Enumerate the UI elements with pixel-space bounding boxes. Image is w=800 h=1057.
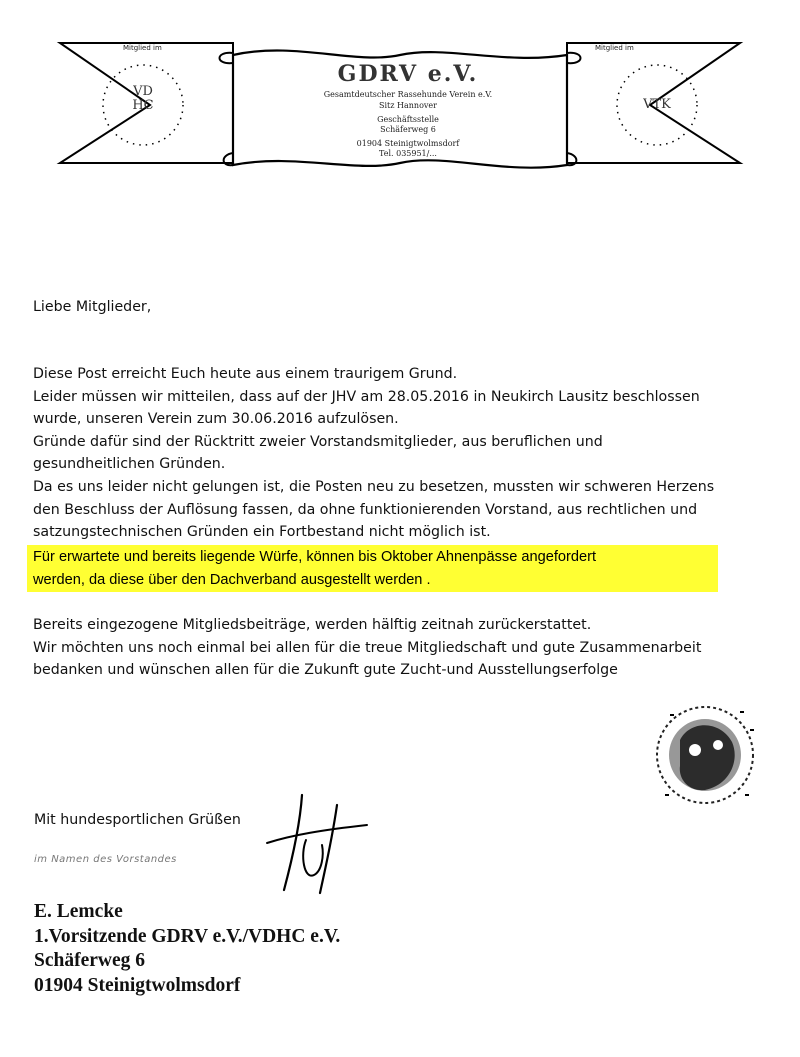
body-line: wurde, unseren Verein zum 30.06.2016 aufzulösen. bbox=[33, 411, 399, 428]
signer-role: 1.Vorsitzende GDRV e.V./VDHC e.V. bbox=[34, 925, 341, 947]
right-member-label: Mitglied im bbox=[595, 44, 634, 52]
left-seal: VD HC bbox=[132, 84, 154, 113]
body-line: Wir möchten uns noch einmal bei allen für die treue Mitgliedschaft und gute Zusammenarbeit bbox=[33, 639, 702, 656]
closing-phrase: Mit hundesportlichen Grüßen bbox=[34, 812, 241, 828]
org-line-2: Sitz Hannover bbox=[379, 101, 437, 110]
letterhead bbox=[55, 35, 745, 185]
body-line: Diese Post erreicht Euch heute aus einem traurigem Grund. bbox=[33, 366, 458, 382]
org-line-3: Geschäftsstelle bbox=[377, 115, 439, 124]
greeting: Liebe Mitglieder, bbox=[33, 299, 152, 315]
org-line-4: Schäferweg 6 bbox=[380, 125, 436, 134]
body-line: Gründe dafür sind der Rücktritt zweier Vorstandsmitglieder, aus beruflichen und bbox=[33, 433, 603, 450]
body-line: Bereits eingezogene Mitgliedsbeiträge, werden hälftig zeitnah zurückerstattet. bbox=[33, 617, 592, 633]
body-paragraph bbox=[33, 363, 714, 544]
body-line: Da es uns leider nicht gelungen ist, die Posten neu zu besetzen, mussten wir schweren Herzens bbox=[33, 478, 715, 495]
handwritten-signature bbox=[262, 785, 372, 900]
stamp-seal bbox=[650, 700, 770, 810]
signature-block bbox=[34, 900, 340, 998]
org-line-1: Gesamtdeutscher Rassehunde Verein e.V. bbox=[323, 90, 493, 99]
left-member-label: Mitglied im bbox=[123, 44, 162, 52]
body-line: Leider müssen wir mitteilen, dass auf der JHV am 28.05.2016 in Neukirch Lausitz beschlossen bbox=[33, 388, 700, 405]
highlight-line: werden, da diese über den Dachverband ausgestellt werden . bbox=[33, 571, 431, 588]
signer-city: 01904 Steinigtwolmsdorf bbox=[34, 974, 241, 996]
body-paragraph-2 bbox=[33, 614, 701, 682]
right-seal: VTK bbox=[643, 97, 671, 112]
body-line: satzungstechnischen Gründen ein Fortbestand nicht möglich ist. bbox=[33, 524, 491, 541]
body-line: bedanken und wünschen allen für die Zukunft gute Zucht-und Ausstellungserfolge bbox=[33, 662, 618, 679]
highlight-line: Für erwartete und bereits liegende Würfe, können bis Oktober Ahnenpässe angefordert bbox=[33, 549, 597, 565]
body-line: gesundheitlichen Gründen. bbox=[33, 456, 226, 473]
org-title: GDRV e.V. bbox=[337, 61, 479, 87]
signer-street: Schäferweg 6 bbox=[34, 950, 146, 971]
signer-name: E. Lemcke bbox=[34, 901, 123, 922]
on-behalf-note: im Namen des Vorstandes bbox=[34, 854, 177, 865]
org-line-6: Tel. 035951/... bbox=[379, 149, 437, 158]
body-line: den Beschluss der Auflösung fassen, da ohne funktionierenden Vorstand, aus rechtlichen und bbox=[33, 501, 698, 518]
org-line-5: 01904 Steinigtwolmsdorf bbox=[356, 139, 460, 148]
highlighted-notice-text bbox=[33, 546, 596, 591]
